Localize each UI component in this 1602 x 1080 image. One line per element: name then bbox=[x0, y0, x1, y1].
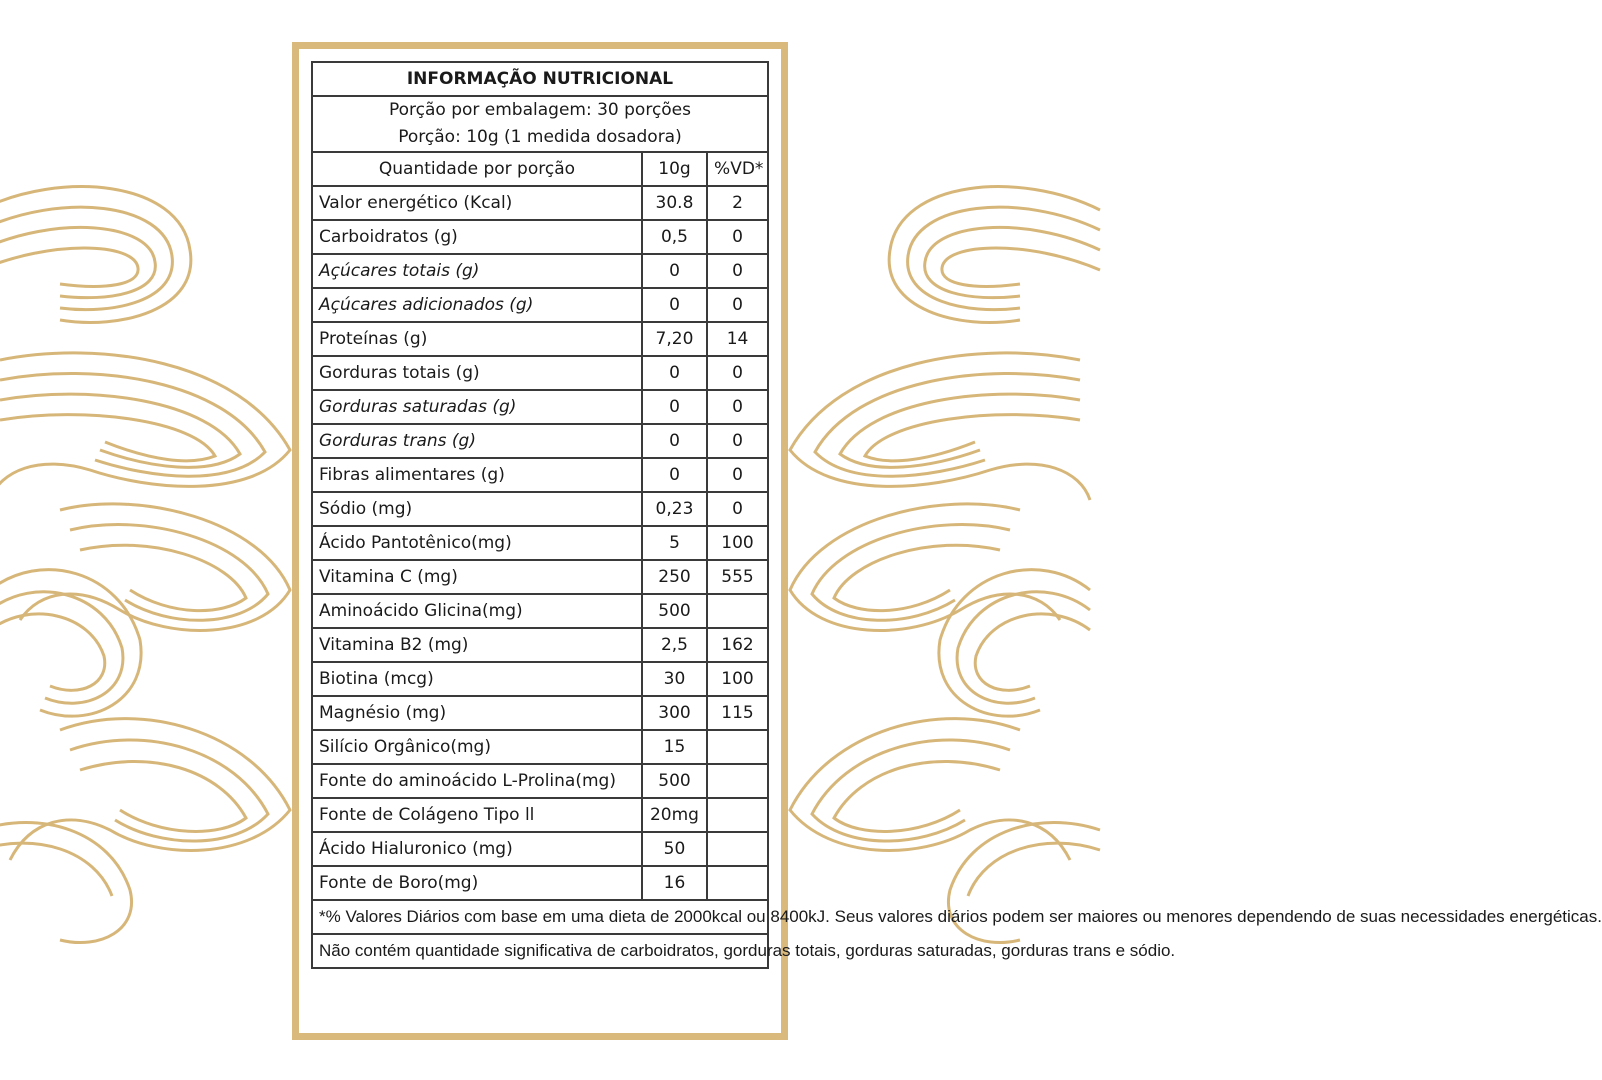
nutrient-qty: 50 bbox=[642, 832, 707, 866]
table-row bbox=[312, 594, 768, 628]
nutrient-vd bbox=[707, 764, 768, 798]
swirl-ornament-left-icon bbox=[0, 170, 300, 930]
label-title: INFORMAÇÃO NUTRICIONAL bbox=[312, 62, 768, 96]
nutrient-vd bbox=[707, 866, 768, 900]
servings-per-package: Porção por embalagem: 30 porções bbox=[388, 100, 692, 120]
portion-row bbox=[312, 96, 768, 152]
nutrient-name: Proteínas (g) bbox=[312, 322, 642, 356]
nutrient-vd: 100 bbox=[707, 526, 768, 560]
table-row bbox=[312, 730, 768, 764]
nutrient-name: Açúcares adicionados (g) bbox=[312, 288, 642, 322]
nutrient-qty: 0 bbox=[642, 356, 707, 390]
nutrient-qty: 7,20 bbox=[642, 322, 707, 356]
table-row bbox=[312, 458, 768, 492]
table-row bbox=[312, 560, 768, 594]
nutrient-qty: 0 bbox=[642, 390, 707, 424]
nutrient-qty: 0 bbox=[642, 254, 707, 288]
nutrient-qty: 20mg bbox=[642, 798, 707, 832]
nutrient-qty: 250 bbox=[642, 560, 707, 594]
nutrient-name: Vitamina B2 (mg) bbox=[312, 628, 642, 662]
nutrient-qty: 300 bbox=[642, 696, 707, 730]
nutrient-vd bbox=[707, 594, 768, 628]
table-row bbox=[312, 356, 768, 390]
table-row bbox=[312, 288, 768, 322]
nutrient-name: Valor energético (Kcal) bbox=[312, 186, 642, 220]
nutrient-name: Gorduras saturadas (g) bbox=[312, 390, 642, 424]
header-row bbox=[312, 152, 768, 186]
table-row bbox=[312, 492, 768, 526]
swirl-ornament-left bbox=[0, 187, 290, 943]
table-row bbox=[312, 390, 768, 424]
nutrient-name: Açúcares totais (g) bbox=[312, 254, 642, 288]
table-row bbox=[312, 186, 768, 220]
nutrient-qty: 5 bbox=[642, 526, 707, 560]
nutrient-vd: 162 bbox=[707, 628, 768, 662]
nutrition-label-frame bbox=[292, 42, 1602, 1040]
nutrient-vd: 100 bbox=[707, 662, 768, 696]
nutrient-qty: 500 bbox=[642, 594, 707, 628]
title-row bbox=[312, 62, 768, 96]
nutrient-qty: 0 bbox=[642, 288, 707, 322]
portion-info bbox=[312, 96, 768, 152]
nutrient-name: Sódio (mg) bbox=[312, 492, 642, 526]
footnote-row bbox=[312, 934, 768, 968]
nutrient-vd: 0 bbox=[707, 492, 768, 526]
nutrient-name: Silício Orgânico(mg) bbox=[312, 730, 642, 764]
nutrient-qty: 30 bbox=[642, 662, 707, 696]
nutrient-name: Fonte de Colágeno Tipo ll bbox=[312, 798, 642, 832]
table-row bbox=[312, 798, 768, 832]
nutrient-name: Fibras alimentares (g) bbox=[312, 458, 642, 492]
table-row bbox=[312, 866, 768, 900]
footnote-not-significant: Não contém quantidade significativa de carboidratos, gorduras totais, gorduras saturadas, gorduras trans e sódio. bbox=[312, 934, 768, 968]
nutrient-vd bbox=[707, 798, 768, 832]
nutrient-vd: 0 bbox=[707, 288, 768, 322]
nutrient-qty: 500 bbox=[642, 764, 707, 798]
header-name: Quantidade por porção bbox=[312, 152, 642, 186]
table-row bbox=[312, 662, 768, 696]
nutrient-vd: 115 bbox=[707, 696, 768, 730]
table-row bbox=[312, 764, 768, 798]
nutrient-name: Aminoácido Glicina(mg) bbox=[312, 594, 642, 628]
nutrient-name: Biotina (mcg) bbox=[312, 662, 642, 696]
nutrient-name: Gorduras trans (g) bbox=[312, 424, 642, 458]
swirl-ornament-right-icon bbox=[780, 170, 1080, 930]
table-row bbox=[312, 254, 768, 288]
table-row bbox=[312, 832, 768, 866]
table-row bbox=[312, 526, 768, 560]
nutrient-qty: 0 bbox=[642, 458, 707, 492]
nutrient-vd bbox=[707, 832, 768, 866]
nutrient-qty: 16 bbox=[642, 866, 707, 900]
table-row bbox=[312, 696, 768, 730]
nutrient-qty: 2,5 bbox=[642, 628, 707, 662]
table-row bbox=[312, 322, 768, 356]
header-vd: %VD* bbox=[707, 152, 768, 186]
nutrient-vd: 555 bbox=[707, 560, 768, 594]
nutrient-vd: 2 bbox=[707, 186, 768, 220]
nutrient-name: Fonte do aminoácido L-Prolina(mg) bbox=[312, 764, 642, 798]
serving-size: Porção: 10g (1 medida dosadora) bbox=[398, 127, 682, 147]
header-qty: 10g bbox=[642, 152, 707, 186]
nutrient-qty: 30.8 bbox=[642, 186, 707, 220]
nutrient-name: Magnésio (mg) bbox=[312, 696, 642, 730]
nutrient-vd bbox=[707, 730, 768, 764]
nutrient-vd: 14 bbox=[707, 322, 768, 356]
footnote-row bbox=[312, 900, 768, 934]
nutrient-name: Gorduras totais (g) bbox=[312, 356, 642, 390]
nutrient-vd: 0 bbox=[707, 254, 768, 288]
nutrient-qty: 0 bbox=[642, 424, 707, 458]
table-row bbox=[312, 424, 768, 458]
nutrient-name: Ácido Hialuronico (mg) bbox=[312, 832, 642, 866]
nutrient-name: Ácido Pantotênico(mg) bbox=[312, 526, 642, 560]
nutrient-name: Vitamina C (mg) bbox=[312, 560, 642, 594]
nutrient-name: Carboidratos (g) bbox=[312, 220, 642, 254]
nutrient-vd: 0 bbox=[707, 424, 768, 458]
nutrient-name: Fonte de Boro(mg) bbox=[312, 866, 642, 900]
table-row bbox=[312, 220, 768, 254]
nutrient-vd: 0 bbox=[707, 390, 768, 424]
nutrient-vd: 0 bbox=[707, 458, 768, 492]
nutrient-qty: 15 bbox=[642, 730, 707, 764]
footnote-daily-values: *% Valores Diários com base em uma dieta de 2000kcal ou 8400kJ. Seus valores diários podem ser maiores ou menores dependendo de suas necessidades energéticas. bbox=[312, 900, 768, 934]
nutrient-vd: 0 bbox=[707, 356, 768, 390]
nutrient-qty: 0,23 bbox=[642, 492, 707, 526]
nutrient-qty: 0,5 bbox=[642, 220, 707, 254]
table-row bbox=[312, 628, 768, 662]
nutrient-vd: 0 bbox=[707, 220, 768, 254]
nutrition-table bbox=[311, 61, 1602, 969]
